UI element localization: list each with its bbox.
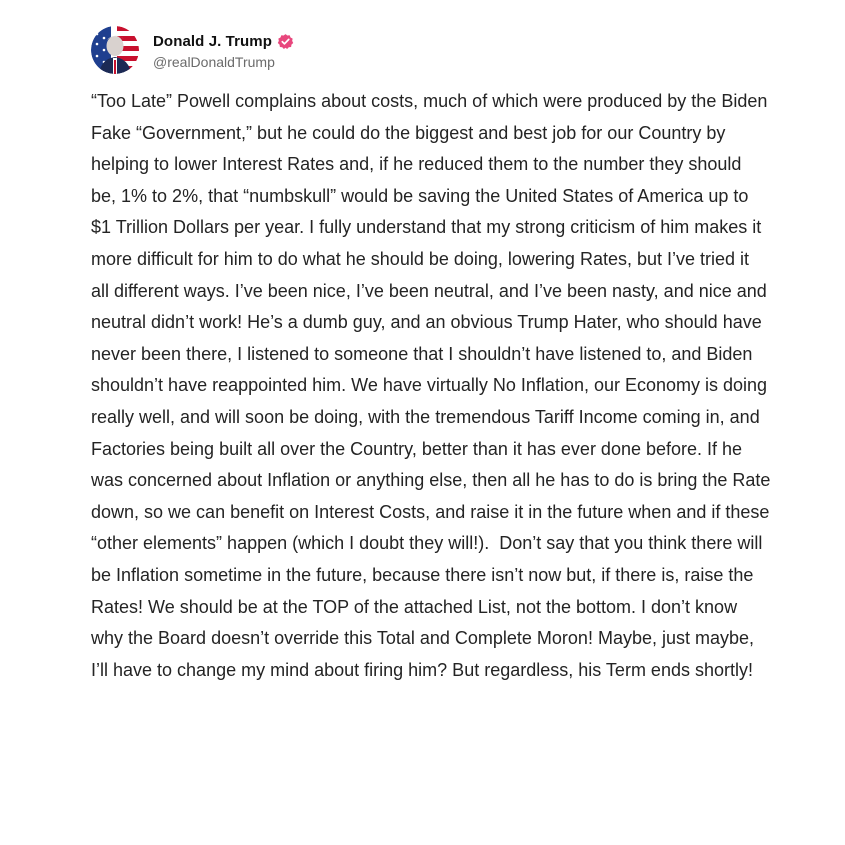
avatar[interactable] <box>91 26 139 74</box>
author-identity <box>153 30 294 70</box>
post-body-text: “Too Late” Powell complains about costs, much of which were produced by the Biden Fake “Government,” but he could do the biggest and best job for our Country by helping to lower Interest Rates and, if he reduced them to the number they should be, 1% to 2%, that “numbskull” would be saving the United States of America up to $1 Trillion Dollars per year. I fully understand that my strong criticism of him makes it more difficult for him to do what he should be doing, lowering Rates, but I’ve tried it all different ways. I’ve been nice, I’ve been neutral, and I’ve been nasty, and nice and neutral didn’t work! He’s a dumb guy, and an obvious Trump Hater, who should have never been there, I listened to someone that I shouldn’t have listened to, and Biden shouldn’t have reappointed him. We have virtually No Inflation, our Economy is doing really well, and will soon be doing, with the tremendous Tariff Income coming in, and Factories being built all over the Country, better than it has ever done before. If he was concerned about Inflation or anything else, then all he has to do is bring the Rate down, so we can benefit on Interest Costs, and raise it in the future when and if these “other elements” happen (which I doubt they will!). Don’t say that you think there will be Inflation sometime in the future, because there isn’t now but, if there is, raise the Rates! We should be at the TOP of the attached List, not the bottom. I don’t know why the Board doesn’t override this Total and Complete Moron! Maybe, just maybe, I’ll have to change my mind about firing him? But regardless, his Term ends shortly! <box>91 91 776 680</box>
author-name-row <box>153 30 294 52</box>
author-handle[interactable]: @realDonaldTrump <box>153 54 275 70</box>
profile-photo-icon <box>91 26 139 74</box>
post-header <box>91 26 294 74</box>
verified-badge-icon <box>277 33 294 50</box>
author-display-name[interactable]: Donald J. Trump <box>153 32 273 50</box>
